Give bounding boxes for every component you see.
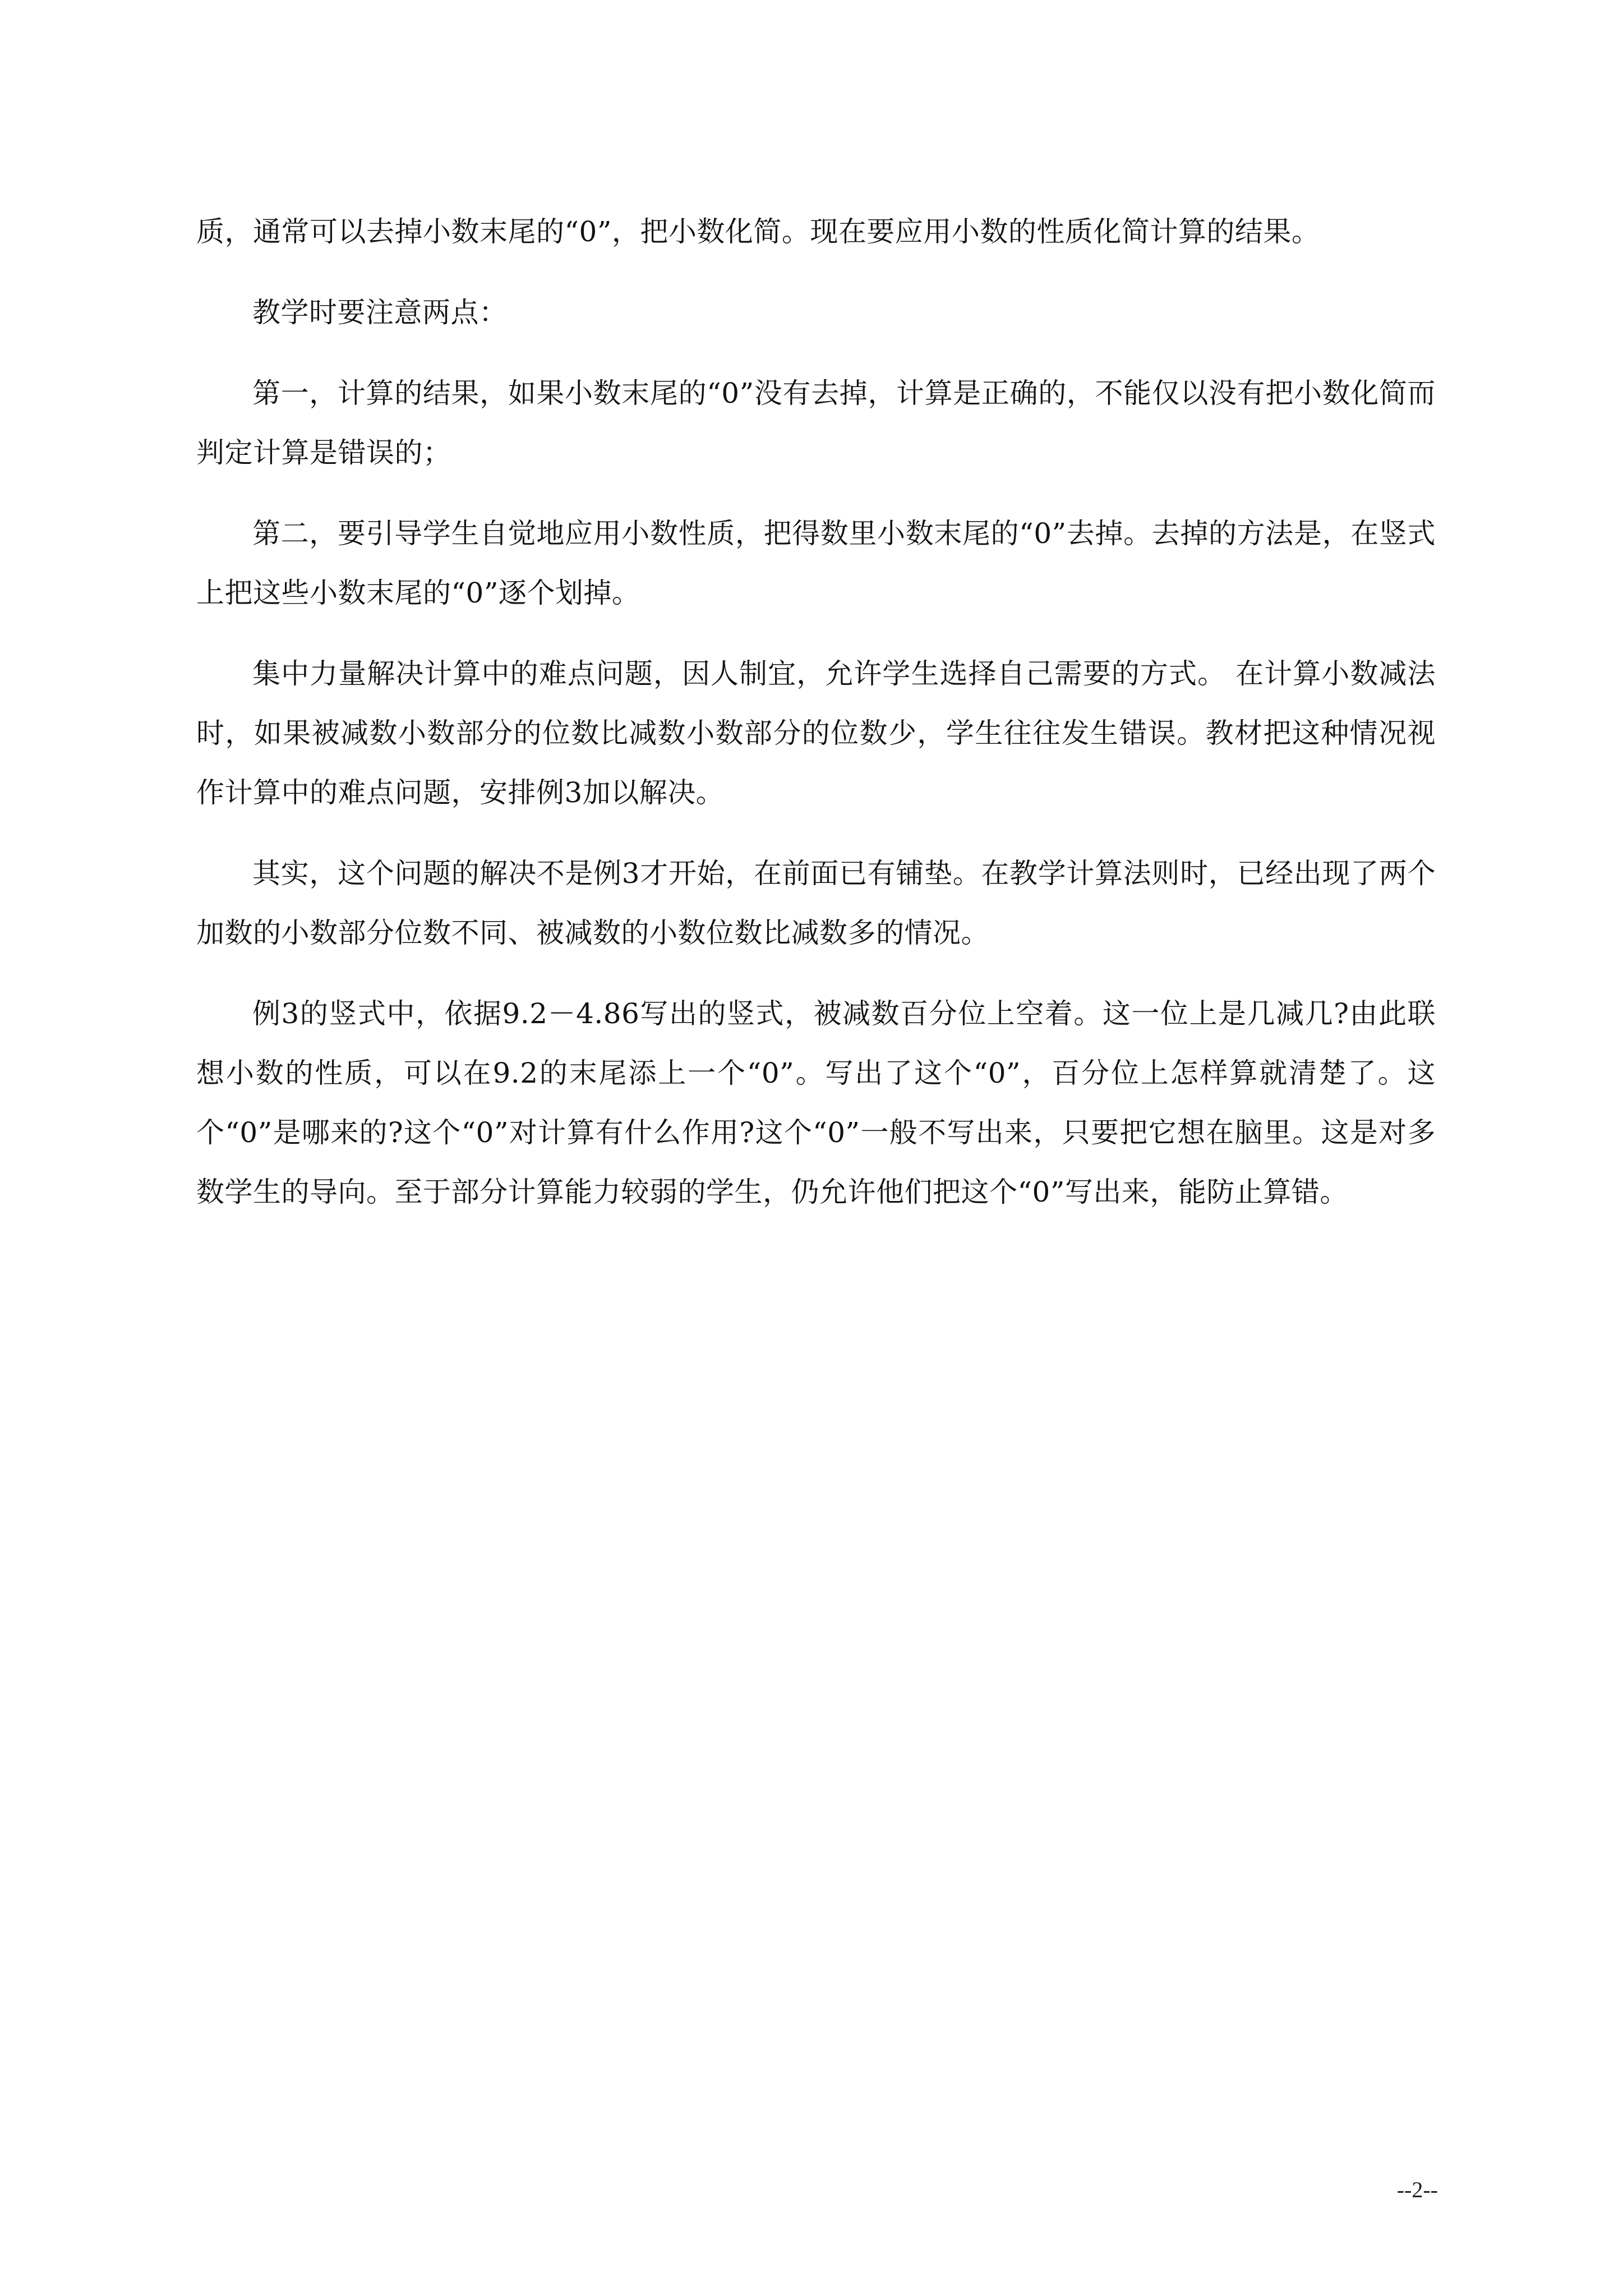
paragraph-point-two: 第二，要引导学生自觉地应用小数性质，把得数里小数末尾的“0”去掉。去掉的方法是，在竖式上把这些小数末尾的“0”逐个划掉。 [196,517,1436,609]
paragraph-difficulty: 集中力量解决计算中的难点问题，因人制宜，允许学生选择自己需要的方式。 在计算小数减法时，如果被减数小数部分的位数比减数小数部分的位数少，学生往往发生错误。教材把这种情况视作计算中的难点问题，安排例3加以解决。 [196,657,1436,809]
document-body [196,202,1436,1243]
page-number: --2-- [1396,2177,1438,2202]
paragraph-groundwork: 其实，这个问题的解决不是例3才开始，在前面已有铺垫。在教学计算法则时，已经出现了两个加数的小数部分位数不同、被减数的小数位数比减数多的情况。 [196,857,1436,949]
paragraph-point-one: 第一，计算的结果，如果小数末尾的“0”没有去掉，计算是正确的，不能仅以没有把小数化简而判定计算是错误的； [196,377,1436,469]
paragraph-teaching-notes-heading: 教学时要注意两点： [252,296,508,329]
paragraph-continuation: 质，通常可以去掉小数末尾的“0”，把小数化简。现在要应用小数的性质化简计算的结果。 [196,215,1320,248]
paragraph-example-three: 例3的竖式中，依据9.2－4.86写出的竖式，被减数百分位上空着。这一位上是几减几?由此联想小数的性质，可以在9.2的末尾添上一个“0”。写出了这个“0”，百分位上怎样算就清楚了。这个“0”是哪来的?这个“0”对计算有什么作用?这个“0”一般不写出来，只要把它想在脑里。这是对多数学生的导向。至于部分计算能力较弱的学生，仍允许他们把这个“0”写出来，能防止算错。 [196,997,1436,1208]
